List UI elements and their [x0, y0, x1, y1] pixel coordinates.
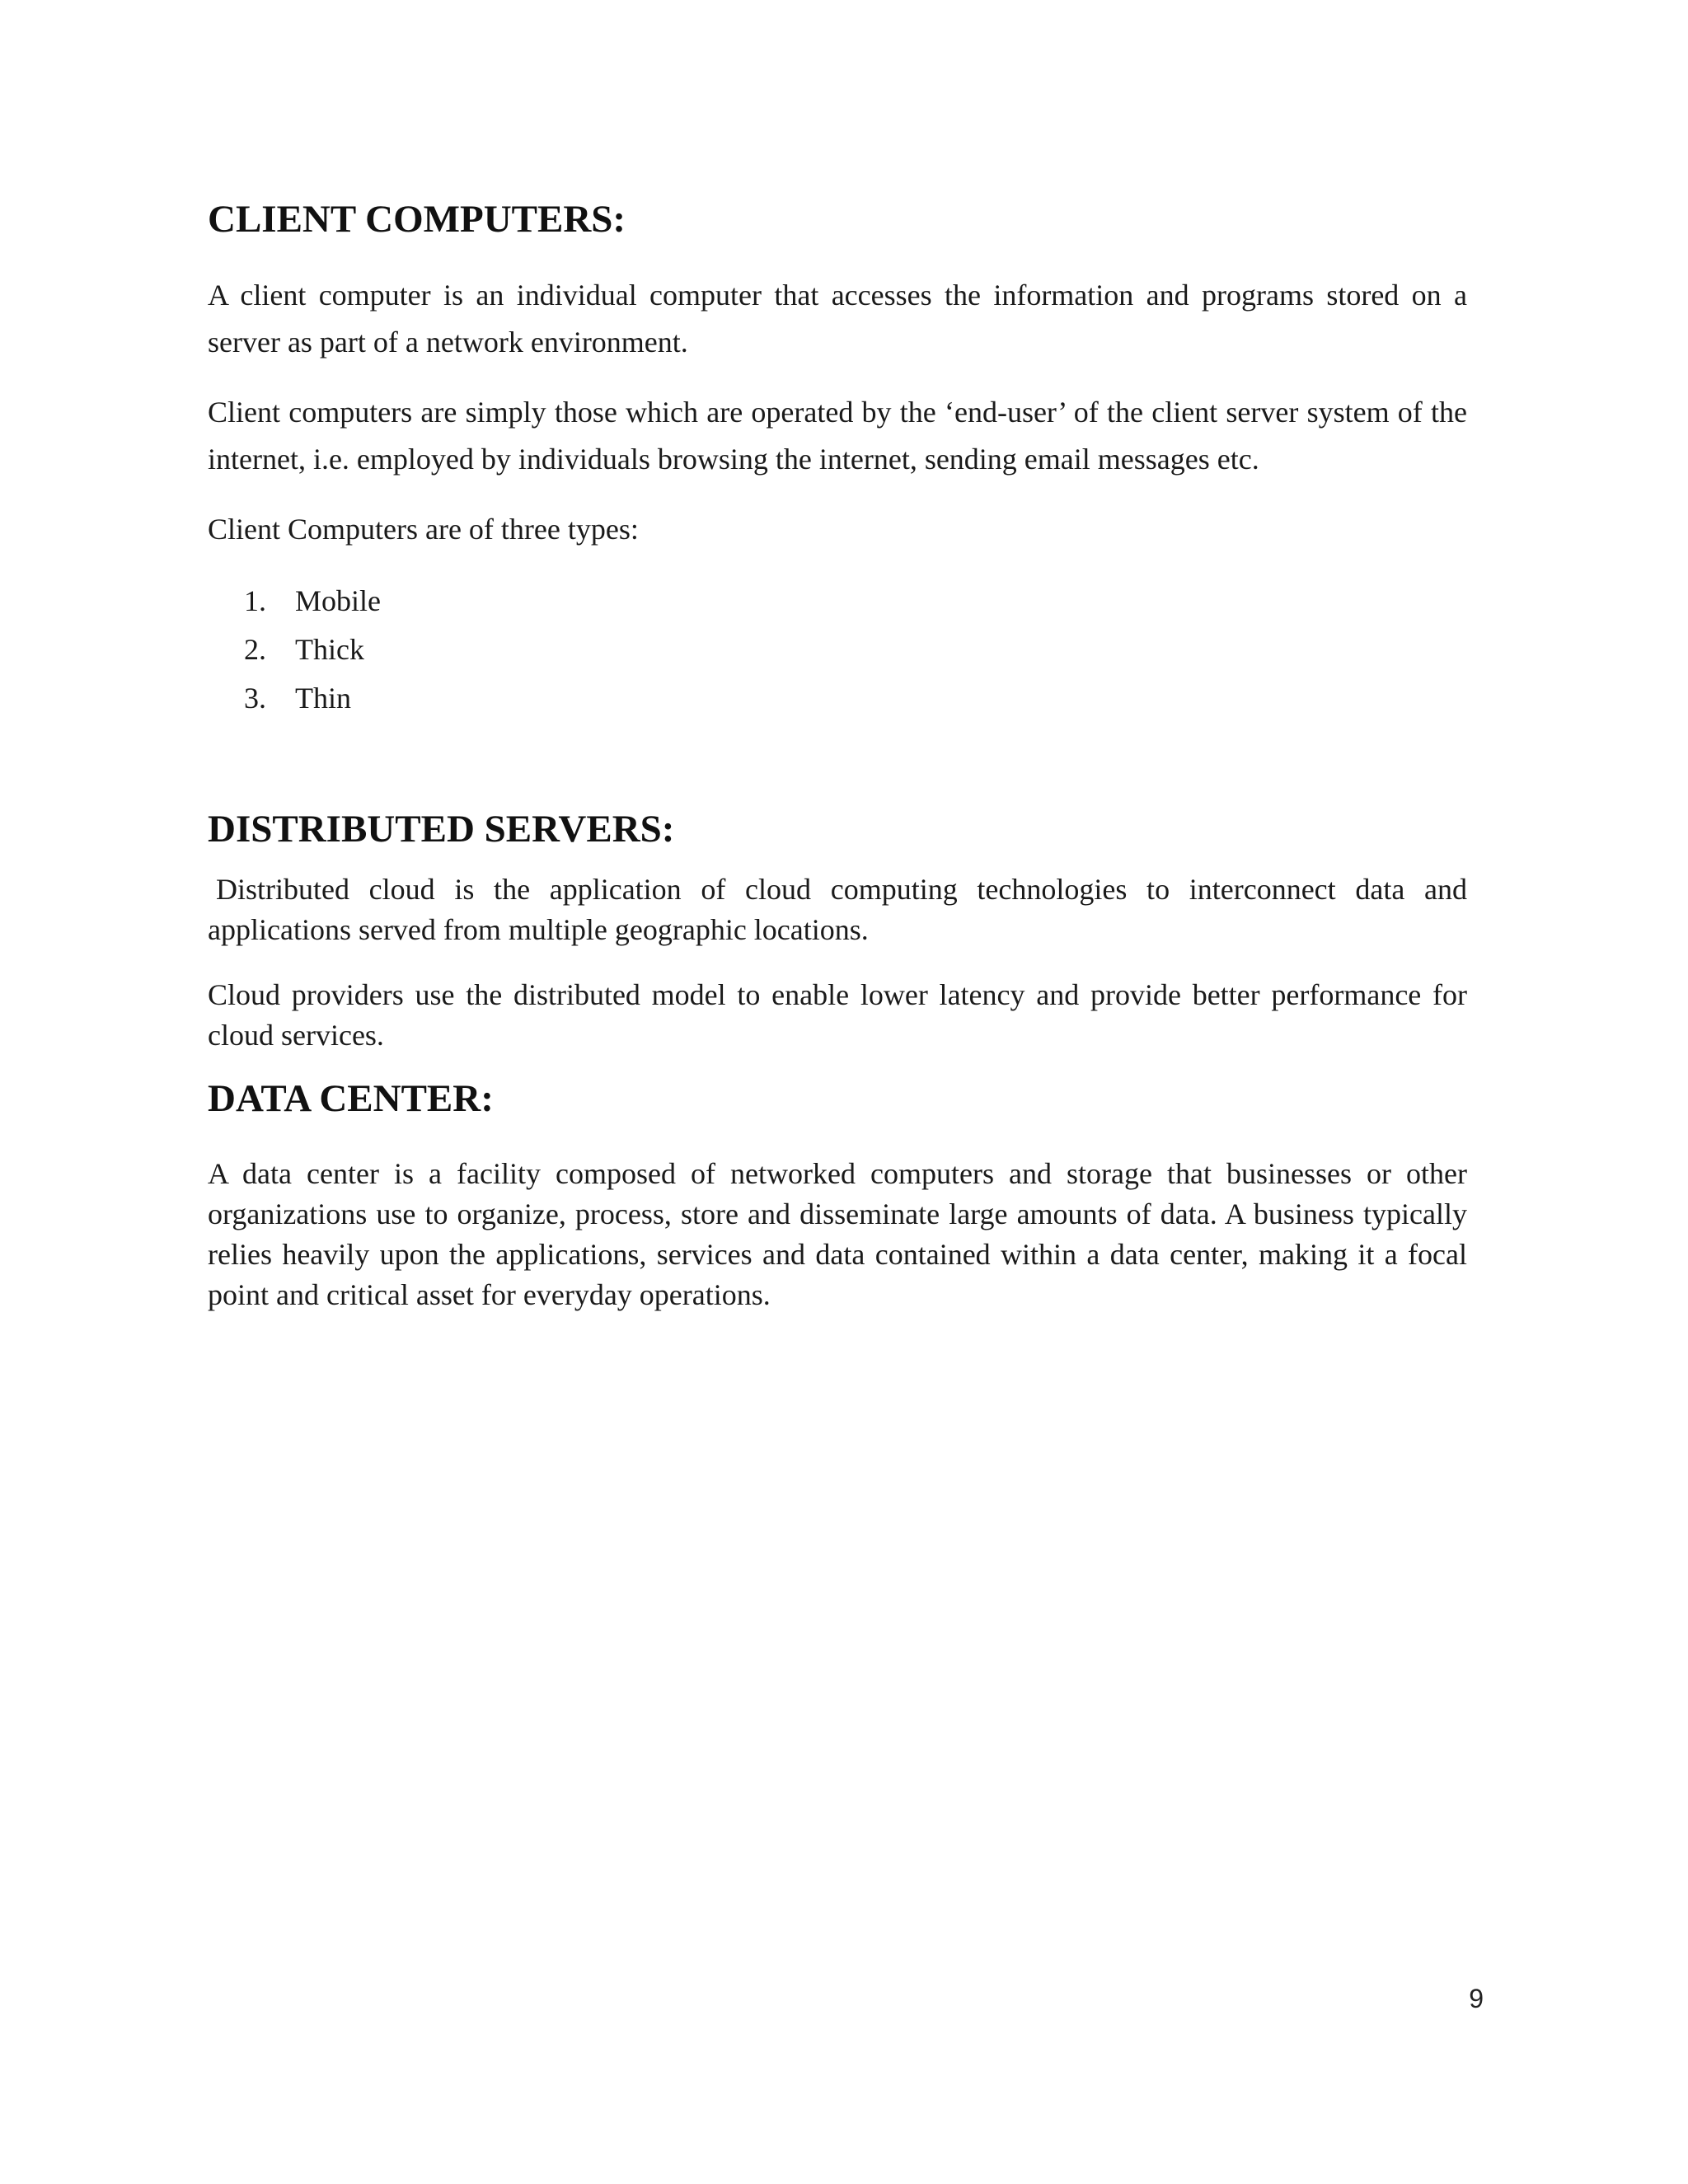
client-computers-heading: CLIENT COMPUTERS: [208, 198, 626, 241]
client-computers-paragraph-3: Client Computers are of three types: [208, 513, 639, 546]
distributed-servers-paragraph-1: Distributed cloud is the application of cloud computing technologies to interconnect data and applications served from multiple geographic locations. [208, 873, 1467, 946]
client-types-list [244, 577, 381, 723]
list-item [244, 577, 381, 626]
list-item-label: Thin [295, 682, 351, 715]
client-computers-paragraph-2: Client computers are simply those which are operated by the ‘end-user’ of the client server system of the internet, i.e. employed by individuals browsing the internet, sending email messages etc. [208, 396, 1467, 476]
list-item [244, 674, 381, 723]
page-number: 9 [1469, 1984, 1484, 2013]
data-center-heading: DATA CENTER: [208, 1077, 494, 1120]
client-computers-paragraph-1: A client computer is an individual computer that accesses the information and programs stored on a server as part of a network environment. [208, 279, 1467, 359]
list-item-label: Mobile [295, 584, 381, 617]
list-item-number: 1. [244, 584, 266, 617]
list-item-number: 2. [244, 633, 266, 666]
data-center-paragraph: A data center is a facility composed of networked computers and storage that businesses or other organizations use to organize, process, store and disseminate large amounts of data. A business typically relies heavily upon the applications, services and data contained within a data center, making it a focal point and critical asset for everyday operations. [208, 1157, 1467, 1311]
list-item [244, 626, 381, 674]
list-item-label: Thick [295, 633, 364, 666]
list-item-number: 3. [244, 682, 266, 715]
distributed-servers-heading: DISTRIBUTED SERVERS: [208, 808, 675, 851]
distributed-servers-paragraph-2: Cloud providers use the distributed model to enable lower latency and provide better performance for cloud services. [208, 978, 1467, 1052]
